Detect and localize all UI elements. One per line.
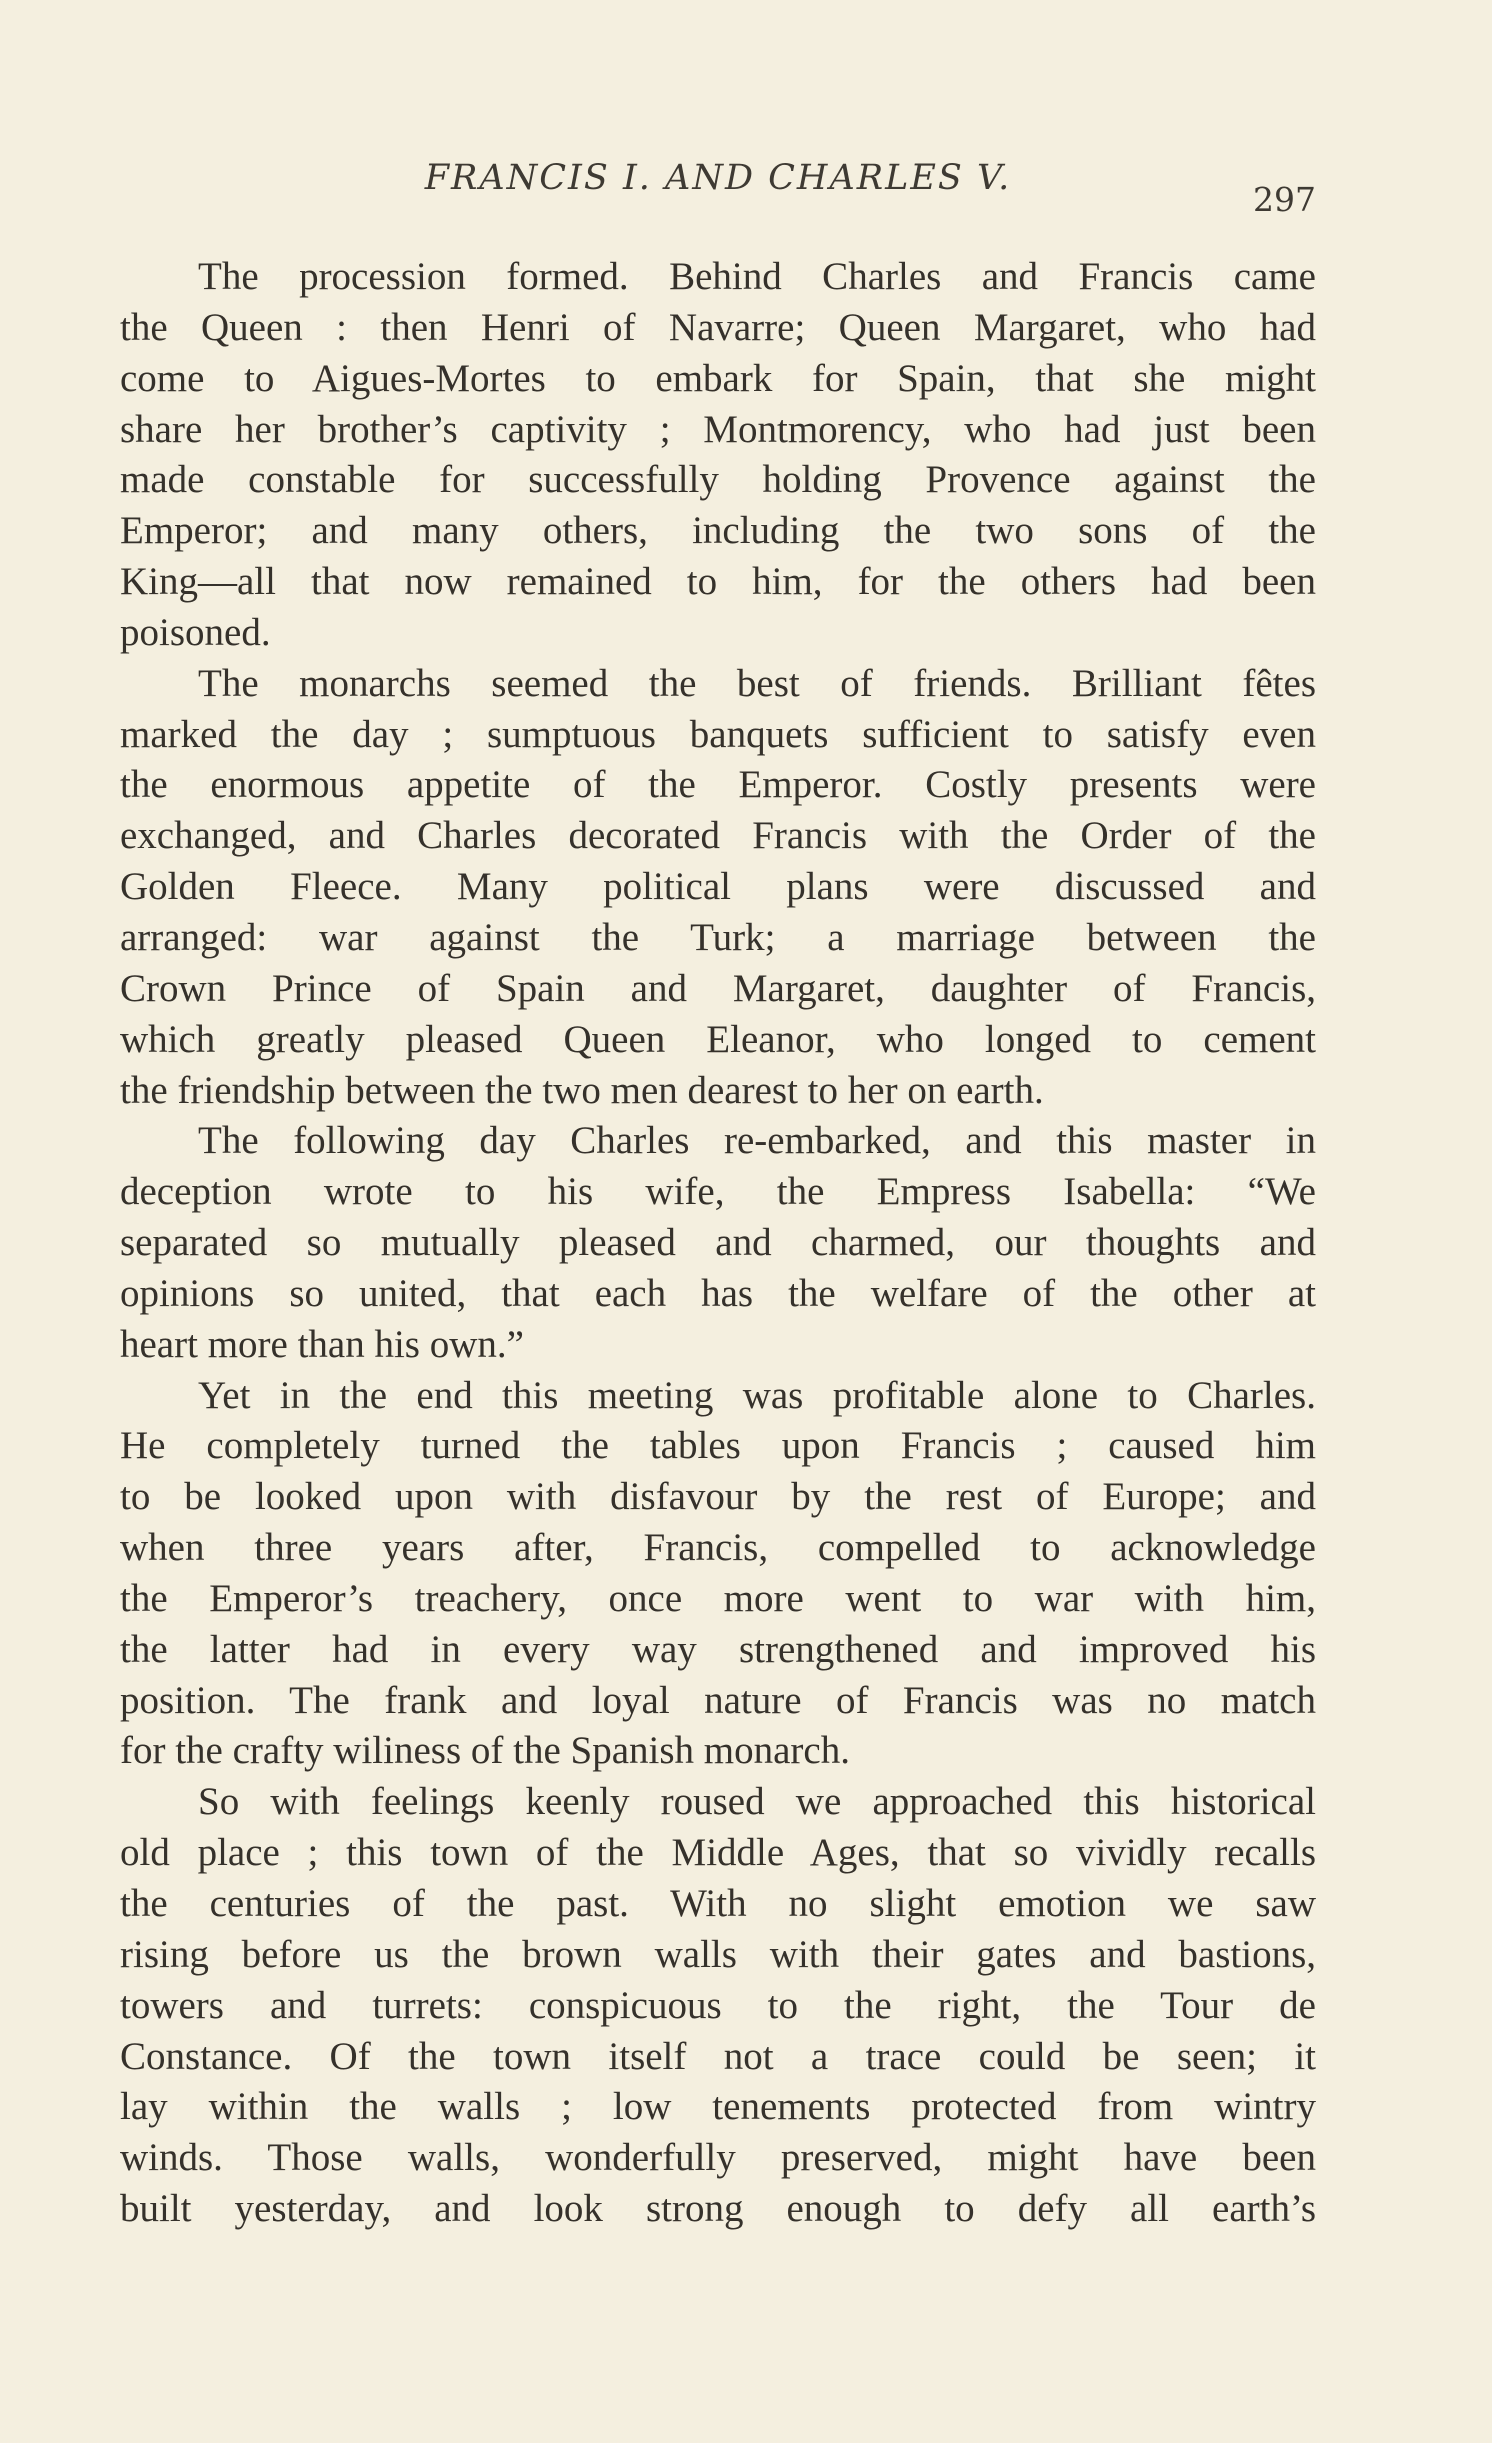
text-line: deception wrote to his wife, the Empress Isabella: “We bbox=[120, 1170, 1316, 1214]
text-line: the Queen : then Henri of Navarre; Queen Margaret, who had bbox=[120, 305, 1316, 349]
text-line: share her brother’s captivity ; Montmorency, who had just been bbox=[120, 407, 1316, 451]
text-line: the latter had in every way strengthened and improved his bbox=[120, 1627, 1316, 1671]
paragraph bbox=[120, 1116, 1316, 1370]
text-line: poisoned. bbox=[120, 610, 271, 654]
text-line: So with feelings keenly roused we approached this historical bbox=[198, 1780, 1316, 1824]
text-line: built yesterday, and look strong enough to defy all earth’s bbox=[120, 2187, 1316, 2231]
text-line: exchanged, and Charles decorated Francis with the Order of the bbox=[120, 814, 1316, 858]
text-line: the centuries of the past. With no slight emotion we saw bbox=[120, 1882, 1316, 1925]
paragraph bbox=[120, 1777, 1316, 2235]
text-line: Yet in the end this meeting was profitable alone to Charles. bbox=[198, 1373, 1316, 1417]
body-text bbox=[120, 252, 1316, 2235]
running-title: FRANCIS I. AND CHARLES V. bbox=[424, 158, 1012, 198]
text-line: old place ; this town of the Middle Ages, that so vividly recalls bbox=[120, 1831, 1316, 1875]
text-line: Emperor; and many others, including the two sons of the bbox=[120, 509, 1316, 553]
text-line: arranged: war against the Turk; a marriage between the bbox=[120, 915, 1316, 959]
text-line: marked the day ; sumptuous banquets sufficient to satisfy even bbox=[120, 712, 1316, 756]
text-line: the Emperor’s treachery, once more went to war with him, bbox=[120, 1576, 1316, 1620]
page-number: 297 bbox=[1253, 180, 1316, 219]
text-line: for the crafty wiliness of the Spanish monarch. bbox=[120, 1729, 850, 1773]
text-line: The monarchs seemed the best of friends. Brilliant fêtes bbox=[198, 661, 1316, 705]
text-line: The procession formed. Behind Charles and Francis came bbox=[198, 255, 1316, 298]
paragraph bbox=[120, 659, 1316, 1117]
text-line: towers and turrets: conspicuous to the right, the Tour de bbox=[120, 1983, 1316, 2027]
text-line: come to Aigues-Mortes to embark for Spain, that she might bbox=[120, 356, 1316, 400]
text-line: heart more than his own.” bbox=[120, 1322, 524, 1366]
text-line: separated so mutually pleased and charmed, our thoughts and bbox=[120, 1221, 1316, 1265]
text-line: which greatly pleased Queen Eleanor, who longed to cement bbox=[120, 1017, 1316, 1061]
text-line: the friendship between the two men dearest to her on earth. bbox=[120, 1068, 1044, 1112]
text-line: made constable for successfully holding Provence against the bbox=[120, 458, 1316, 502]
text-line: position. The frank and loyal nature of Francis was no match bbox=[120, 1678, 1316, 1722]
paragraph bbox=[120, 252, 1316, 659]
running-head bbox=[120, 158, 1316, 218]
text-line: opinions so united, that each has the welfare of the other at bbox=[120, 1271, 1316, 1315]
text-line: winds. Those walls, wonderfully preserved, might have been bbox=[120, 2136, 1316, 2180]
text-line: King—all that now remained to him, for the others had been bbox=[120, 560, 1316, 604]
text-line: He completely turned the tables upon Francis ; caused him bbox=[120, 1424, 1316, 1468]
text-line: rising before us the brown walls with their gates and bastions, bbox=[120, 1932, 1316, 1976]
text-line: Crown Prince of Spain and Margaret, daughter of Francis, bbox=[120, 966, 1316, 1010]
text-line: the enormous appetite of the Emperor. Costly presents were bbox=[120, 763, 1316, 807]
text-line: to be looked upon with disfavour by the rest of Europe; and bbox=[120, 1475, 1316, 1519]
text-line: The following day Charles re-embarked, and this master in bbox=[198, 1119, 1316, 1163]
text-line: Golden Fleece. Many political plans were discussed and bbox=[120, 865, 1316, 909]
text-line: Constance. Of the town itself not a trace could be seen; it bbox=[120, 2034, 1316, 2078]
text-line: lay within the walls ; low tenements protected from wintry bbox=[120, 2085, 1316, 2129]
paragraph bbox=[120, 1371, 1316, 1778]
text-line: when three years after, Francis, compelled to acknowledge bbox=[120, 1526, 1316, 1570]
